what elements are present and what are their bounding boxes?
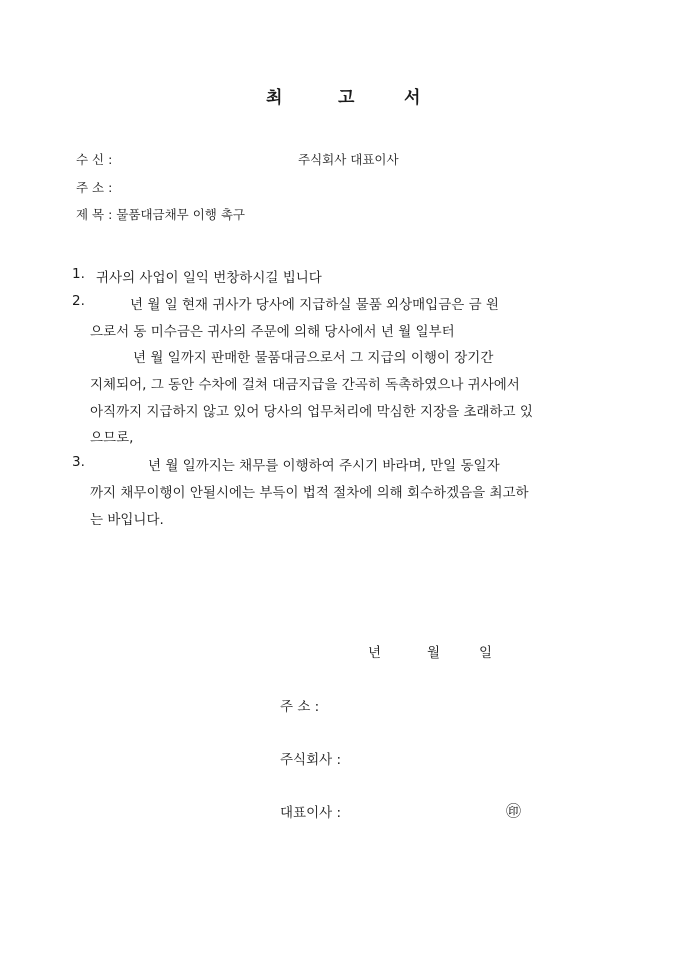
item-line: 으로서 동 미수금은 귀사의 주문에 의해 당사에서 년 월 일부터 [90,324,455,340]
subject-label: 제 목 : [76,207,113,222]
address-row [76,178,120,196]
sender-company-label: 주식회사 : [280,752,342,768]
item-line: 아직까지 지급하지 않고 있어 당사의 업무처리에 막심한 지장을 초래하고 있 [90,404,533,420]
address-label: 주 소 : [76,180,113,195]
document-title [0,83,680,107]
item-number: 3. [72,454,85,470]
item-line: 지체되어, 그 동안 수차에 걸쳐 대금지급을 간곡히 독촉하였으나 귀사에서 [90,377,520,393]
item-line: 는 바입니다. [90,512,164,528]
item-number: 2. [72,293,85,309]
title-char-2: 고 [338,88,355,108]
item-line: 귀사의 사업이 일익 번창하시길 빕니다 [96,270,322,286]
item-line: 으므로, [90,430,134,446]
date-day: 일 [479,645,493,661]
title-char-1: 최 [266,88,283,108]
date-month: 월 [427,645,441,661]
item-line: 년 월 일 현재 귀사가 당사에 지급하실 물품 외상매입금은 금 원 [130,297,499,313]
title-char-3: 서 [404,88,421,108]
recipient-row [76,150,120,168]
sender-ceo-label: 대표이사 : [280,805,342,821]
item-line: 까지 채무이행이 안될시에는 부득이 법적 절차에 의해 회수하겠음을 최고하 [90,485,529,501]
seal-mark: ㊞ [506,802,522,820]
recipient-label: 수 신 : [76,152,113,167]
subject-row [76,205,245,223]
recipient-value: 주식회사 대표이사 [298,152,399,167]
date-year: 년 [368,645,382,661]
item-line: 년 월 일까지는 채무를 이행하여 주시기 바라며, 만일 동일자 [148,458,500,474]
item-number: 1. [72,266,85,282]
sender-address-label: 주 소 : [280,699,320,715]
item-line: 년 월 일까지 판매한 물품대금으로서 그 지급의 이행이 장기간 [133,350,494,366]
subject-value: 물품대금채무 이행 촉구 [116,207,245,222]
